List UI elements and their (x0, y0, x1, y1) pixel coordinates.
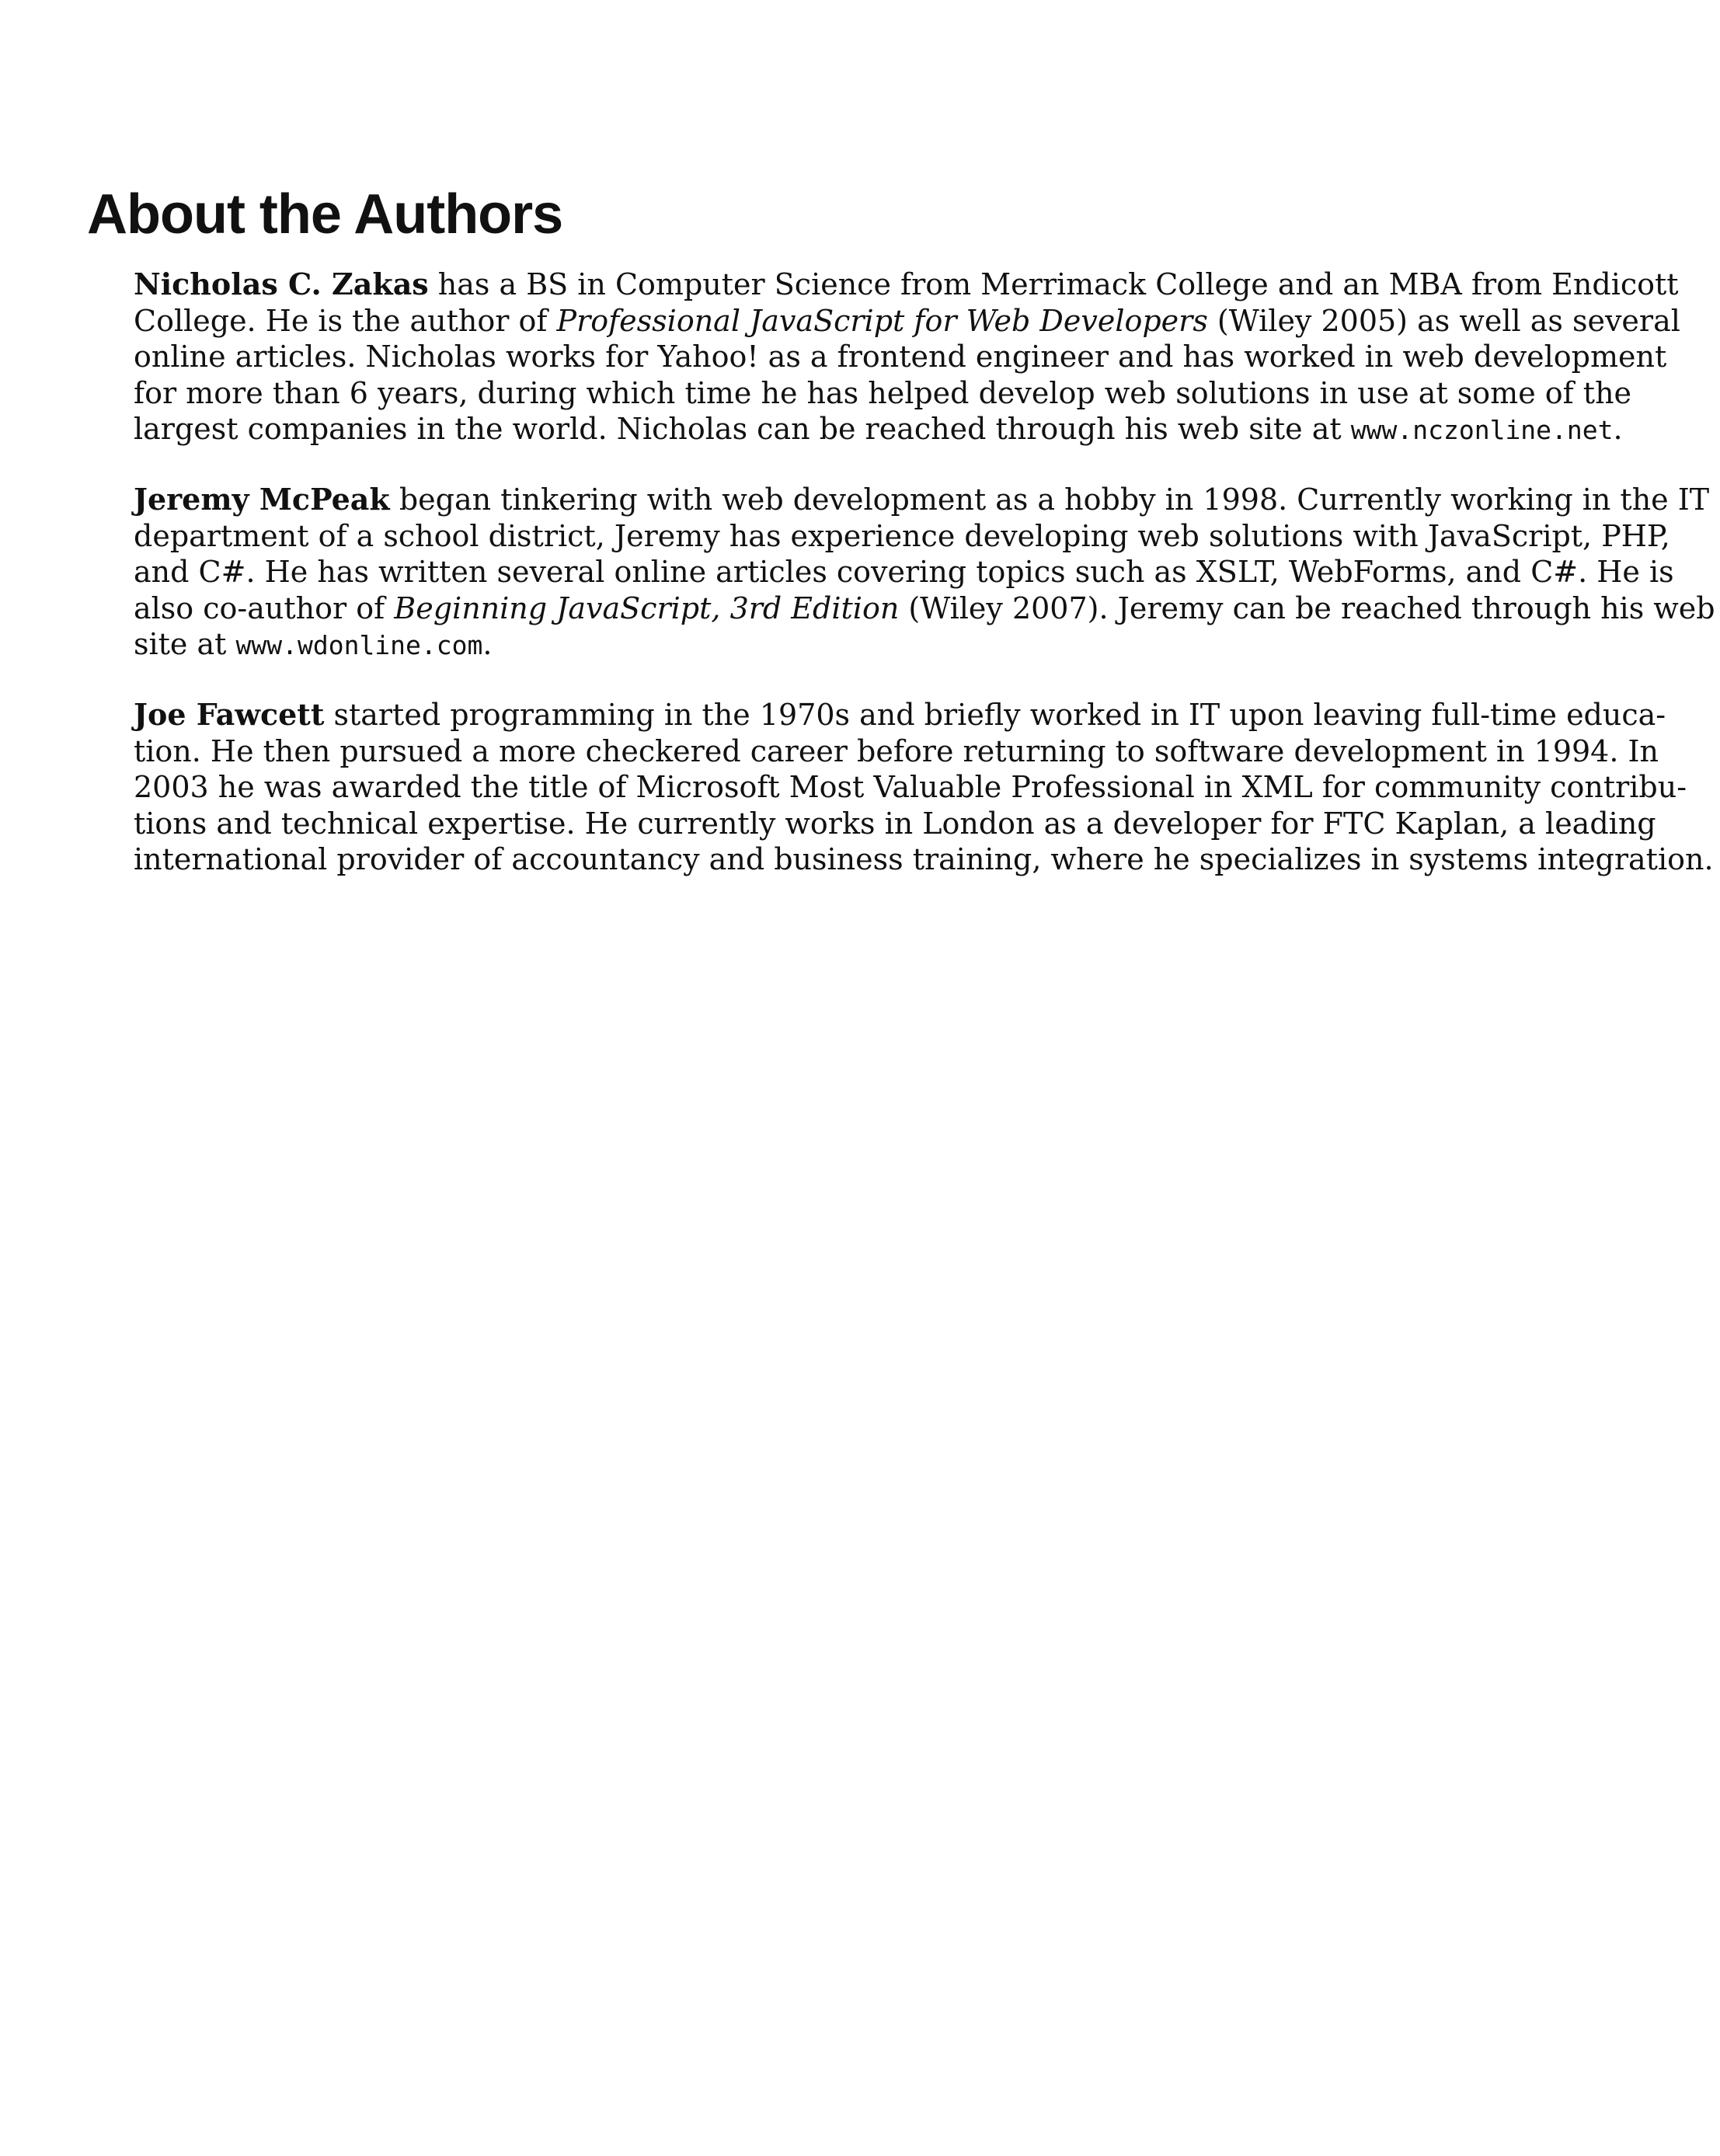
bio-text: international provider of accountancy and business training, where he specializes in systems integration. (134, 842, 1714, 876)
bio-line (134, 769, 1687, 806)
bio-line (134, 375, 1632, 412)
bio-text: largest companies in the world. Nicholas can be reached through his web site at (134, 412, 1351, 446)
bio-text: tion. He then pursued a more checkered career before returning to software development in 1994. In (134, 733, 1659, 768)
author-bio-zakas (134, 266, 1680, 449)
bio-text: . (1613, 412, 1623, 446)
bio-line (134, 482, 1710, 518)
bio-text: has a BS in Computer Science from Merrimack College and an MBA from Endicott (428, 267, 1679, 301)
bio-line (134, 303, 1680, 340)
author-bio-fawcett (134, 697, 1714, 878)
bio-line (134, 411, 1623, 449)
bio-line (134, 733, 1659, 770)
website-url: www.nczonline.net (1350, 415, 1614, 445)
bio-line (134, 554, 1674, 590)
bio-text: (Wiley 2007). Jeremy can be reached through his web (899, 590, 1715, 625)
book-title: Beginning JavaScript, 3rd Edition (394, 590, 900, 625)
bio-text: site at (134, 627, 236, 661)
bio-text: started programming in the 1970s and briefly worked in IT upon leaving full-time educa- (324, 698, 1666, 732)
page-title: About the Authors (87, 183, 563, 246)
bio-text: also co-author of (134, 590, 395, 625)
bio-text: College. He is the author of (134, 303, 557, 338)
bio-line (134, 590, 1715, 627)
author-name: Nicholas C. Zakas (134, 266, 429, 301)
bio-line (134, 339, 1667, 375)
bio-text: . (482, 627, 493, 661)
book-title: Professional JavaScript for Web Developers (556, 303, 1208, 338)
bio-text: for more than 6 years, during which time he has helped develop web solutions in use at some of the (134, 375, 1632, 410)
bio-line (134, 841, 1714, 878)
bio-text: 2003 he was awarded the title of Microsoft Most Valuable Professional in XML for community contribu- (134, 770, 1687, 804)
bio-text: (Wiley 2005) as well as several (1207, 303, 1680, 338)
bio-text: and C#. He has written several online articles covering topics such as XSLT, WebForms, and C#. He is (134, 555, 1674, 589)
author-name: Joe Fawcett (134, 697, 325, 732)
bio-line (134, 697, 1666, 733)
bio-text: tions and technical expertise. He currently works in London as a developer for FTC Kaplan, a leading (134, 806, 1656, 841)
author-bio-mcpeak (134, 482, 1715, 664)
bio-text: online articles. Nicholas works for Yahoo! as a frontend engineer and has worked in web development (134, 340, 1667, 374)
bio-line (134, 626, 1501, 664)
author-name: Jeremy McPeak (134, 482, 390, 517)
website-url: www.wdonline.com (235, 630, 483, 660)
bio-line (134, 518, 1670, 555)
bio-text: began tinkering with web development as a hobby in 1998. Currently working in the IT (389, 482, 1710, 517)
bio-text: department of a school district, Jeremy has experience developing web solutions with JavaScript, PHP, (134, 518, 1670, 553)
bio-line (134, 266, 1679, 303)
bio-line (134, 806, 1656, 842)
